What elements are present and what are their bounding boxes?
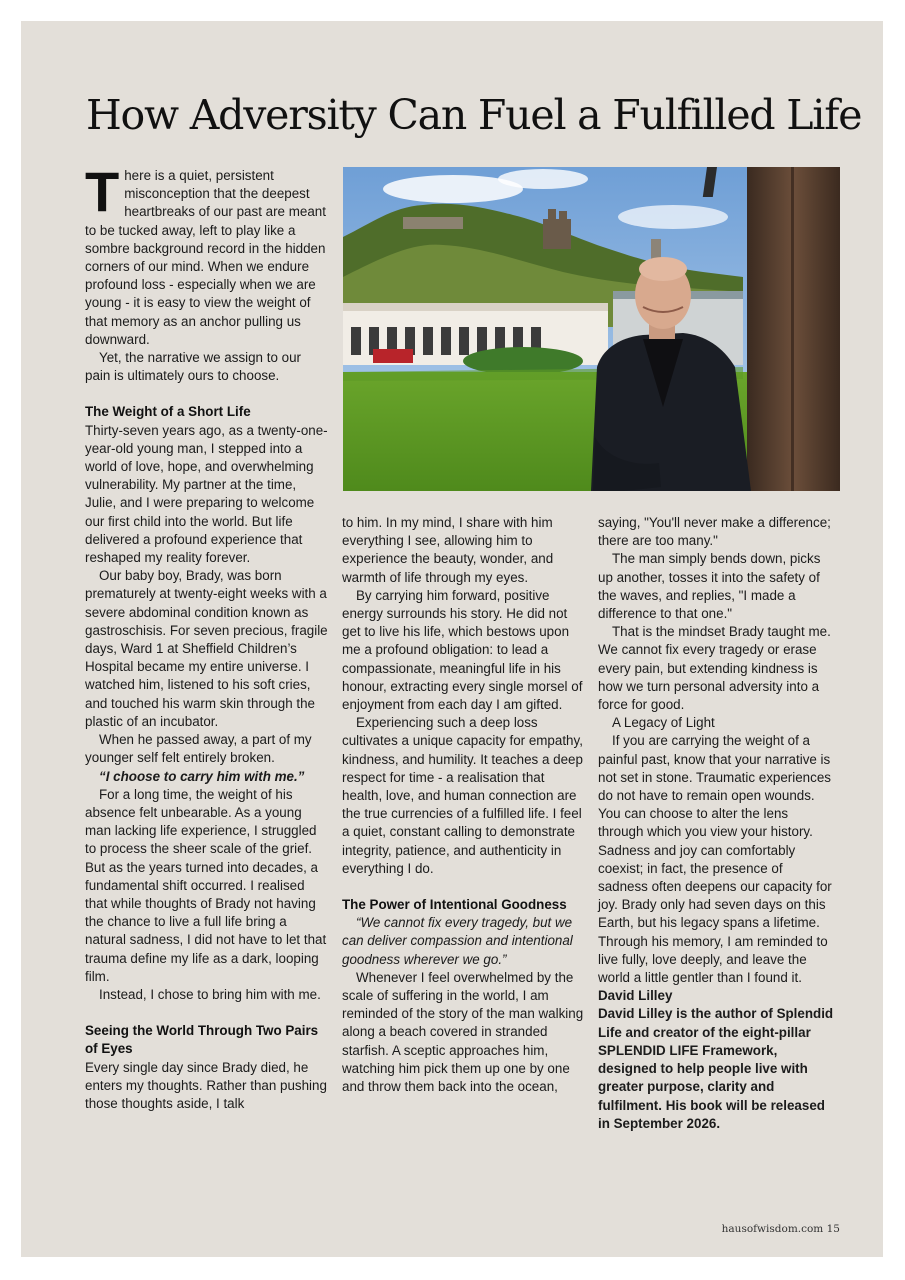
drop-cap: T bbox=[85, 160, 120, 223]
body-paragraph: Our baby boy, Brady, was born prematurely at twenty-eight weeks with a severe abdominal condition known as gastroschisis. For seven precious, fragile days, Ward 1 at Sheffield Children’s Hospital became my entire universe. I watched him, listened to his soft cries, and touched his warm skin through the plastic of an incubator. bbox=[85, 568, 328, 729]
intro-paragraph-2: Yet, the narrative we assign to our pain is ultimately ours to choose. bbox=[85, 350, 301, 384]
section-heading-legacy: A Legacy of Light bbox=[612, 715, 715, 731]
pull-quote: “We cannot fix every tragedy, but we can deliver compassion and intentional goodness wherever we go.” bbox=[342, 915, 573, 967]
body-paragraph: The man simply bends down, picks up another, tosses it into the safety of the waves, and replies, "I made a difference to that one." bbox=[598, 551, 821, 622]
body-paragraph: Whenever I feel overwhelmed by the scale of suffering in the world, I am reminded of the story of the man walking along a beach covered in stranded starfish. A sceptic approaches him, watching him pick them up one by one and throw them back into the ocean, bbox=[342, 969, 584, 1095]
footer-site: hausofwisdom.com bbox=[721, 1223, 824, 1235]
body-paragraph: Instead, I chose to bring him with me. bbox=[99, 986, 321, 1002]
body-paragraph: For a long time, the weight of his absence felt unbearable. As a young man lacking life experience, I struggled to process the sheer scale of the grief. But as the years turned into decades, a fundamental shift occurred. I realised that while thoughts of Brady not having the chance to live a full life bring a natural sadness, I did not have to let that trauma define my life as a dark, looping film. bbox=[85, 786, 327, 984]
body-paragraph: Thirty-seven years ago, as a twenty-one-year-old young man, I stepped into a world of love, hope, and overwhelming vulnerability. My partner at the time, Julie, and I were preparing to welcome our first child into the world. But life delivered a profound experience that reshaped my reality forever. bbox=[85, 422, 328, 566]
column-2 bbox=[342, 514, 586, 1096]
photo-illustration bbox=[343, 167, 840, 491]
author-bio: David Lilley is the author of Splendid Life and creator of the eight-pillar SPLENDID LIFE Framework, designed to help people live with greater purpose, clarity and fulfilment. His book will be released in September 2026. bbox=[598, 1006, 834, 1131]
magazine-page bbox=[21, 21, 883, 1257]
author-name: David Lilley bbox=[598, 988, 673, 1004]
section-heading-intentional-goodness: The Power of Intentional Goodness bbox=[342, 897, 567, 913]
page-footer bbox=[722, 1223, 840, 1235]
footer-page-number: 15 bbox=[826, 1223, 840, 1235]
body-paragraph: When he passed away, a part of my younger self felt entirely broken. bbox=[85, 732, 312, 766]
body-paragraph: That is the mindset Brady taught me. We cannot fix every tragedy or erase every pain, but extending kindness is how we turn personal adversity into a force for good. bbox=[598, 624, 831, 713]
body-paragraph: to him. In my mind, I share with him everything I see, allowing him to experience the beauty, wonder, and warmth of life through my eyes. bbox=[342, 515, 554, 585]
body-paragraph: Every single day since Brady died, he enters my thoughts. Rather than pushing those thoughts aside, I talk bbox=[85, 1059, 327, 1111]
body-paragraph: Experiencing such a deep loss cultivates a unique capacity for empathy, kindness, and humility. It teaches a deep respect for time - a realisation that health, love, and human connection are the true currencies of a fulfilled life. I feel a quiet, constant calling to demonstrate integrity, patience, and authenticity in everything I do. bbox=[342, 715, 583, 876]
body-paragraph: If you are carrying the weight of a painful past, know that your narrative is not set in stone. Traumatic experiences do not have to remain open wounds. You can choose to alter the lens through which you view your history. Sadness and joy can comfortably coexist; in fact, the presence of sadness often deepens our capacity for joy. Brady only had seven days on this Earth, but his legacy spans a lifetime. Through his memory, I am reminded to live fully, love deeply, and leave the world a little gentler than I found it. bbox=[598, 733, 832, 986]
section-heading-two-pairs-of-eyes: Seeing the World Through Two Pairs of Eyes bbox=[85, 1023, 319, 1057]
body-paragraph: By carrying him forward, positive energy surrounds his story. He did not get to live his life, which bestows upon me a profound obligation: to lead a compassionate, meaningful life in his honour, extracting every single morsel of enjoyment from each day I am gifted. bbox=[342, 587, 583, 713]
column-3 bbox=[598, 514, 834, 1133]
article-title: How Adversity Can Fuel a Fulfilled Life bbox=[86, 91, 862, 139]
intro-paragraph: There is a quiet, persistent misconception that the deepest heartbreaks of our past are meant to be tucked away, left to play like a sombre background record in the hidden corners of our mind. When we endure profound loss - especially when we are young - it is easy to view the weight of that memory as an anchor pulling us downward. bbox=[85, 160, 326, 347]
column-1 bbox=[85, 160, 329, 1113]
body-paragraph: saying, "You'll never make a difference; there are too many." bbox=[598, 515, 831, 549]
pull-quote: “I choose to carry him with me.” bbox=[99, 768, 305, 784]
author-photo bbox=[343, 167, 840, 491]
section-heading-weight: The Weight of a Short Life bbox=[85, 404, 251, 420]
